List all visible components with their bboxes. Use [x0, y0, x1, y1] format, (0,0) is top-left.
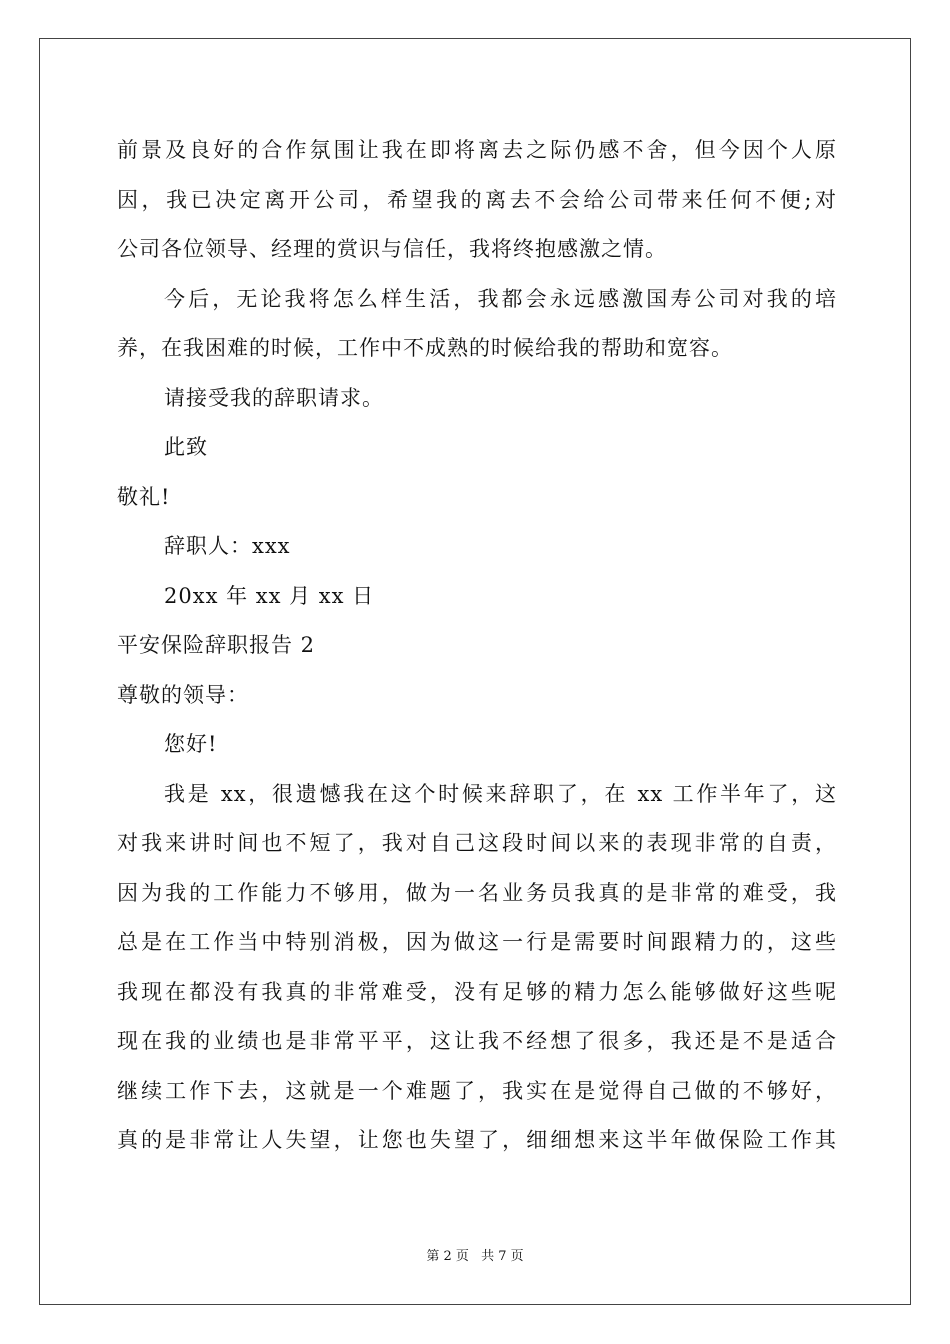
- body-line: 请接受我的辞职请求。: [164, 385, 384, 410]
- body-line: 因，我已决定离开公司，希望我的离去不会给公司带来任何不便;对: [117, 187, 837, 212]
- body-line: 前景及良好的合作氛围让我在即将离去之际仍感不舍，但今因个人原: [117, 138, 837, 162]
- body-line: 继续工作下去，这就是一个难题了，我实在是觉得自己做的不够好，: [117, 1078, 837, 1103]
- document-body: [117, 126, 837, 1166]
- signature-name: 辞职人：xxx: [164, 534, 291, 558]
- body-line: 今后，无论我将怎么样生活，我都会永远感激国寿公司对我的培: [164, 286, 837, 311]
- section-title: 平安保险辞职报告 2: [117, 633, 316, 657]
- signature-date: 20xx 年 xx 月 xx 日: [164, 583, 375, 608]
- page-footer: [0, 1245, 950, 1264]
- body-line: 我现在都没有我真的非常难受，没有足够的精力怎么能够做好这些呢: [117, 979, 837, 1004]
- closing-regards: 敬礼!: [117, 484, 171, 509]
- body-line: 对我来讲时间也不短了，我对自己这段时间以来的表现非常的自责，: [117, 831, 837, 855]
- body-line: 因为我的工作能力不够用，做为一名业务员我真的是非常的难受，我: [117, 880, 837, 905]
- page-number: 第 2 页: [426, 1249, 469, 1264]
- greeting: 尊敬的领导：: [117, 682, 249, 707]
- body-line: 现在我的业绩也是非常平平，这让我不经想了很多，我还是不是适合: [117, 1029, 837, 1053]
- greeting-hello: 您好!: [164, 732, 218, 756]
- body-line: 公司各位领导、经理的赏识与信任，我将终抱感激之情。: [117, 237, 667, 261]
- body-line: 真的是非常让人失望，让您也失望了，细细想来这半年做保险工作其: [117, 1128, 837, 1152]
- page-total: 共 7 页: [481, 1249, 524, 1264]
- body-line: 养，在我困难的时候，工作中不成熟的时候给我的帮助和宽容。: [117, 336, 733, 360]
- body-line: 我是 xx，很遗憾我在这个时候来辞职了，在 xx 工作半年了，这: [164, 781, 837, 806]
- body-line: 总是在工作当中特别消极，因为做这一行是需要时间跟精力的，这些: [117, 930, 837, 954]
- closing-salutation: 此致: [164, 435, 208, 459]
